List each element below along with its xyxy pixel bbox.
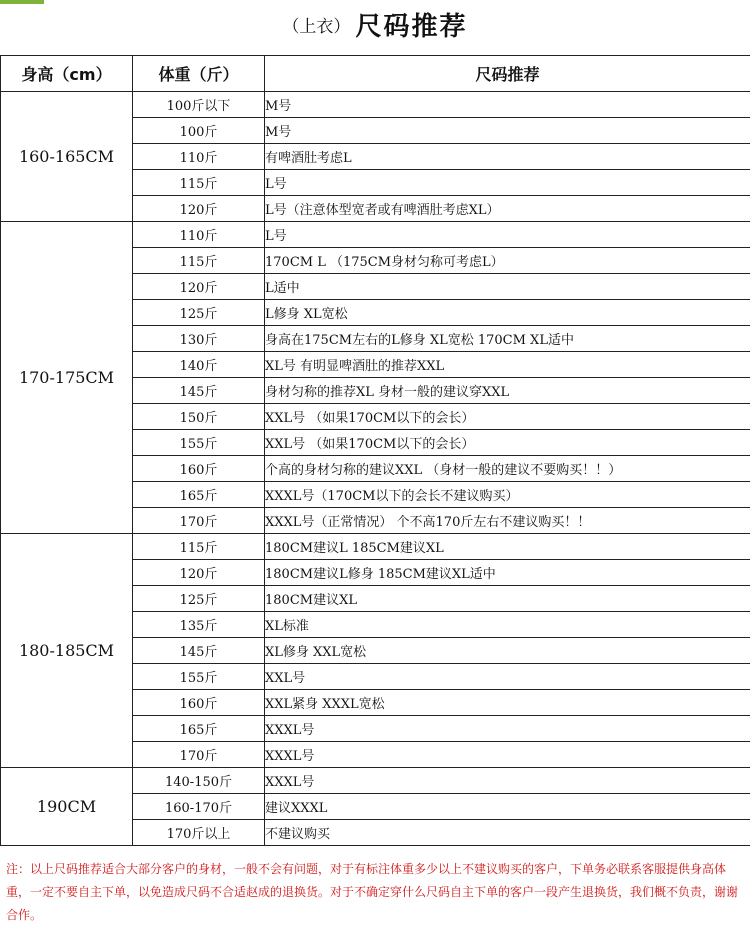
table-row bbox=[1, 534, 750, 560]
size-recommendation-cell: M号 bbox=[265, 92, 750, 118]
page-title bbox=[0, 6, 750, 48]
weight-cell: 120斤 bbox=[133, 560, 265, 586]
weight-cell: 155斤 bbox=[133, 430, 265, 456]
weight-cell: 160斤 bbox=[133, 456, 265, 482]
size-recommendation-cell: 身材匀称的推荐XL 身材一般的建议穿XXL bbox=[265, 378, 750, 404]
size-recommendation-table bbox=[0, 55, 750, 846]
size-recommendation-cell: XL标准 bbox=[265, 612, 750, 638]
size-recommendation-cell: XXXL号 bbox=[265, 716, 750, 742]
weight-cell: 165斤 bbox=[133, 716, 265, 742]
weight-cell: 170斤 bbox=[133, 508, 265, 534]
size-recommendation-cell: XXL紧身 XXXL宽松 bbox=[265, 690, 750, 716]
weight-cell: 135斤 bbox=[133, 612, 265, 638]
weight-cell: 120斤 bbox=[133, 274, 265, 300]
size-recommendation-cell: XXL号 （如果170CM以下的会长） bbox=[265, 404, 750, 430]
size-recommendation-cell: XL号 有明显啤酒肚的推荐XXL bbox=[265, 352, 750, 378]
weight-cell: 120斤 bbox=[133, 196, 265, 222]
size-recommendation-cell: XXL号 bbox=[265, 664, 750, 690]
weight-cell: 125斤 bbox=[133, 300, 265, 326]
table-row bbox=[1, 768, 750, 794]
weight-cell: 115斤 bbox=[133, 248, 265, 274]
size-recommendation-cell: 身高在175CM左右的L修身 XL宽松 170CM XL适中 bbox=[265, 326, 750, 352]
table-row bbox=[1, 222, 750, 248]
title-main: 尺码推荐 bbox=[355, 12, 468, 42]
size-recommendation-cell: 个高的身材匀称的建议XXL （身材一般的建议不要购买！！） bbox=[265, 456, 750, 482]
table-header-row bbox=[1, 56, 750, 92]
size-recommendation-cell: L号 bbox=[265, 170, 750, 196]
weight-cell: 145斤 bbox=[133, 378, 265, 404]
size-recommendation-cell: XXL号 （如果170CM以下的会长） bbox=[265, 430, 750, 456]
size-recommendation-cell: XXXL号 bbox=[265, 742, 750, 768]
weight-cell: 170斤以上 bbox=[133, 820, 265, 846]
height-range-cell: 170-175CM bbox=[1, 222, 133, 534]
size-recommendation-cell: 170CM L （175CM身材匀称可考虑L） bbox=[265, 248, 750, 274]
weight-cell: 150斤 bbox=[133, 404, 265, 430]
size-recommendation-cell: L号（注意体型宽者或有啤酒肚考虑XL） bbox=[265, 196, 750, 222]
weight-cell: 100斤以下 bbox=[133, 92, 265, 118]
size-recommendation-cell: 不建议购买 bbox=[265, 820, 750, 846]
title-prefix: （上衣） bbox=[282, 17, 351, 37]
size-recommendation-cell: 180CM建议L修身 185CM建议XL适中 bbox=[265, 560, 750, 586]
size-recommendation-cell: 有啤酒肚考虑L bbox=[265, 144, 750, 170]
size-recommendation-cell: XL修身 XXL宽松 bbox=[265, 638, 750, 664]
weight-cell: 170斤 bbox=[133, 742, 265, 768]
weight-cell: 110斤 bbox=[133, 222, 265, 248]
weight-cell: 165斤 bbox=[133, 482, 265, 508]
weight-cell: 125斤 bbox=[133, 586, 265, 612]
height-range-cell: 160-165CM bbox=[1, 92, 133, 222]
table-body bbox=[1, 92, 750, 846]
weight-cell: 145斤 bbox=[133, 638, 265, 664]
size-recommendation-cell: XXXL号（170CM以下的会长不建议购买） bbox=[265, 482, 750, 508]
header-recommend: 尺码推荐 bbox=[265, 56, 750, 92]
weight-cell: 130斤 bbox=[133, 326, 265, 352]
size-recommendation-cell: L修身 XL宽松 bbox=[265, 300, 750, 326]
header-weight: 体重（斤） bbox=[133, 56, 265, 92]
weight-cell: 155斤 bbox=[133, 664, 265, 690]
weight-cell: 110斤 bbox=[133, 144, 265, 170]
weight-cell: 115斤 bbox=[133, 534, 265, 560]
size-recommendation-cell: L适中 bbox=[265, 274, 750, 300]
size-recommendation-cell: 建议XXXL bbox=[265, 794, 750, 820]
size-recommendation-cell: L号 bbox=[265, 222, 750, 248]
weight-cell: 160-170斤 bbox=[133, 794, 265, 820]
weight-cell: 100斤 bbox=[133, 118, 265, 144]
weight-cell: 115斤 bbox=[133, 170, 265, 196]
size-recommendation-cell: XXXL号 bbox=[265, 768, 750, 794]
size-recommendation-cell: XXXL号（正常情况） 个不高170斤左右不建议购买！！ bbox=[265, 508, 750, 534]
disclaimer-note: 注：以上尺码推荐适合大部分客户的身材，一般不会有问题，对于有标注体重多少以上不建议购买的客户，下单务必联系客服提供身高体重，一定不要自主下单，以免造成尺码不合适赵成的退换货。对于不确定穿什么尺码自主下单的客户一段产生退换货，我们概不负责，谢谢合作。 bbox=[6, 862, 739, 922]
weight-cell: 140斤 bbox=[133, 352, 265, 378]
size-recommendation-cell: 180CM建议XL bbox=[265, 586, 750, 612]
weight-cell: 140-150斤 bbox=[133, 768, 265, 794]
top-accent-bar bbox=[0, 0, 44, 4]
height-range-cell: 180-185CM bbox=[1, 534, 133, 768]
weight-cell: 160斤 bbox=[133, 690, 265, 716]
table-row bbox=[1, 92, 750, 118]
size-recommendation-cell: 180CM建议L 185CM建议XL bbox=[265, 534, 750, 560]
size-recommendation-cell: M号 bbox=[265, 118, 750, 144]
height-range-cell: 190CM bbox=[1, 768, 133, 846]
header-height: 身高（cm） bbox=[1, 56, 133, 92]
